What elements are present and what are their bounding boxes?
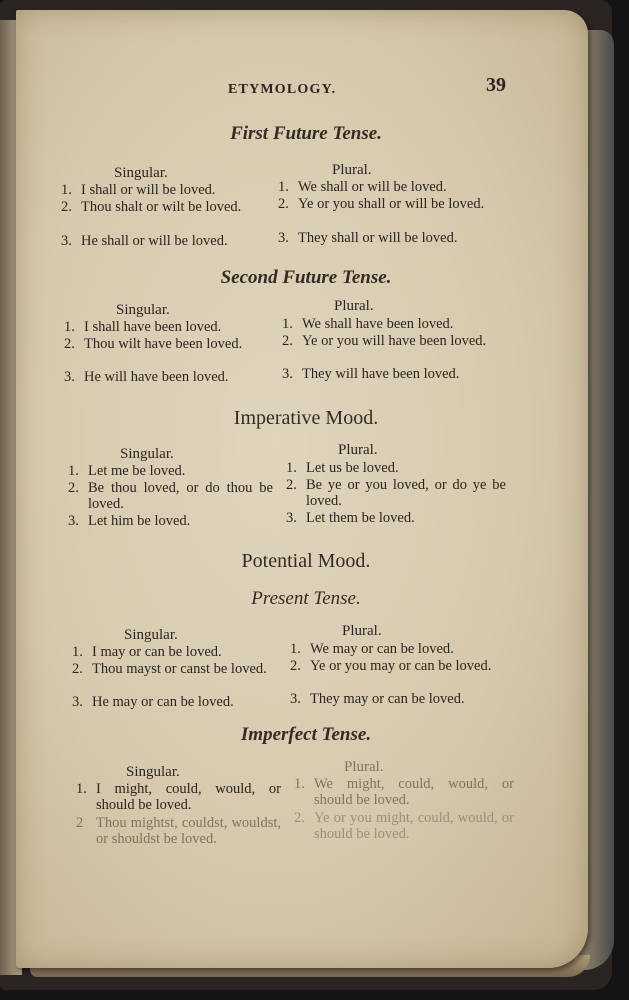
list-item: 1. We shall have been loved. [282, 316, 454, 332]
section-title-first-future: First Future Tense. [230, 123, 382, 144]
list-item: 3. Let him be loved. [68, 513, 191, 529]
page-number: 39 [486, 74, 506, 96]
list-item: 2. Be ye or you loved, or do ye be loved. [286, 477, 506, 509]
plural-heading: Plural. [344, 759, 384, 775]
list-item: 2 Thou mightst, couldst, wouldst, or shouldst be loved. [76, 815, 281, 847]
list-item: 2. Thou mayst or canst be loved. [72, 661, 267, 677]
list-item: 3. He will have been loved. [64, 369, 229, 385]
list-item: 1. Let me be loved. [68, 463, 186, 479]
book-page [16, 10, 588, 968]
singular-heading: Singular. [116, 302, 170, 318]
list-item: 3. They may or can be loved. [290, 691, 465, 707]
list-item: 1. We might, could, would, or should be loved. [294, 776, 514, 808]
singular-heading: Singular. [126, 764, 180, 780]
list-item: 3. He may or can be loved. [72, 694, 234, 710]
plural-heading: Plural. [342, 623, 382, 639]
list-item: 2. Thou shalt or wilt be loved. [61, 199, 242, 215]
plural-heading: Plural. [332, 162, 372, 178]
list-item: 2. Be thou loved, or do thou be loved. [68, 480, 273, 512]
list-item: 3. He shall or will be loved. [61, 233, 228, 249]
list-item: 2. Ye or you will have been loved. [282, 333, 487, 349]
list-item: 2. Ye or you may or can be loved. [290, 658, 492, 674]
plural-heading: Plural. [334, 298, 374, 314]
section-title-imperfect: Imperfect Tense. [240, 724, 372, 745]
list-item: 1. We shall or will be loved. [278, 179, 447, 195]
list-item: 2. Ye or you shall or will be loved. [278, 196, 485, 212]
singular-heading: Singular. [114, 165, 168, 181]
section-title-imperative: Imperative Mood. [233, 407, 379, 429]
list-item: 1. I might, could, would, or should be loved. [76, 781, 281, 813]
list-item: 1. I shall or will be loved. [61, 182, 216, 198]
list-item: 1. I shall have been loved. [64, 319, 222, 335]
singular-heading: Singular. [120, 446, 174, 462]
plural-heading: Plural. [338, 442, 378, 458]
list-item: 1. I may or can be loved. [72, 644, 222, 660]
running-head: ETYMOLOGY. [228, 82, 337, 97]
list-item: 2. Thou wilt have been loved. [64, 336, 243, 352]
section-title-second-future: Second Future Tense. [220, 267, 392, 288]
section-title-potential: Potential Mood. [241, 550, 371, 572]
list-item: 3. They shall or will be loved. [278, 230, 458, 246]
singular-heading: Singular. [124, 627, 178, 643]
list-item: 3. They will have been loved. [282, 366, 460, 382]
list-item: 2. Ye or you might, could, would, or should be loved. [294, 810, 514, 842]
section-title-present: Present Tense. [251, 588, 361, 609]
list-item: 1. Let us be loved. [286, 460, 399, 476]
list-item: 1. We may or can be loved. [290, 641, 454, 657]
list-item: 3. Let them be loved. [286, 510, 415, 526]
